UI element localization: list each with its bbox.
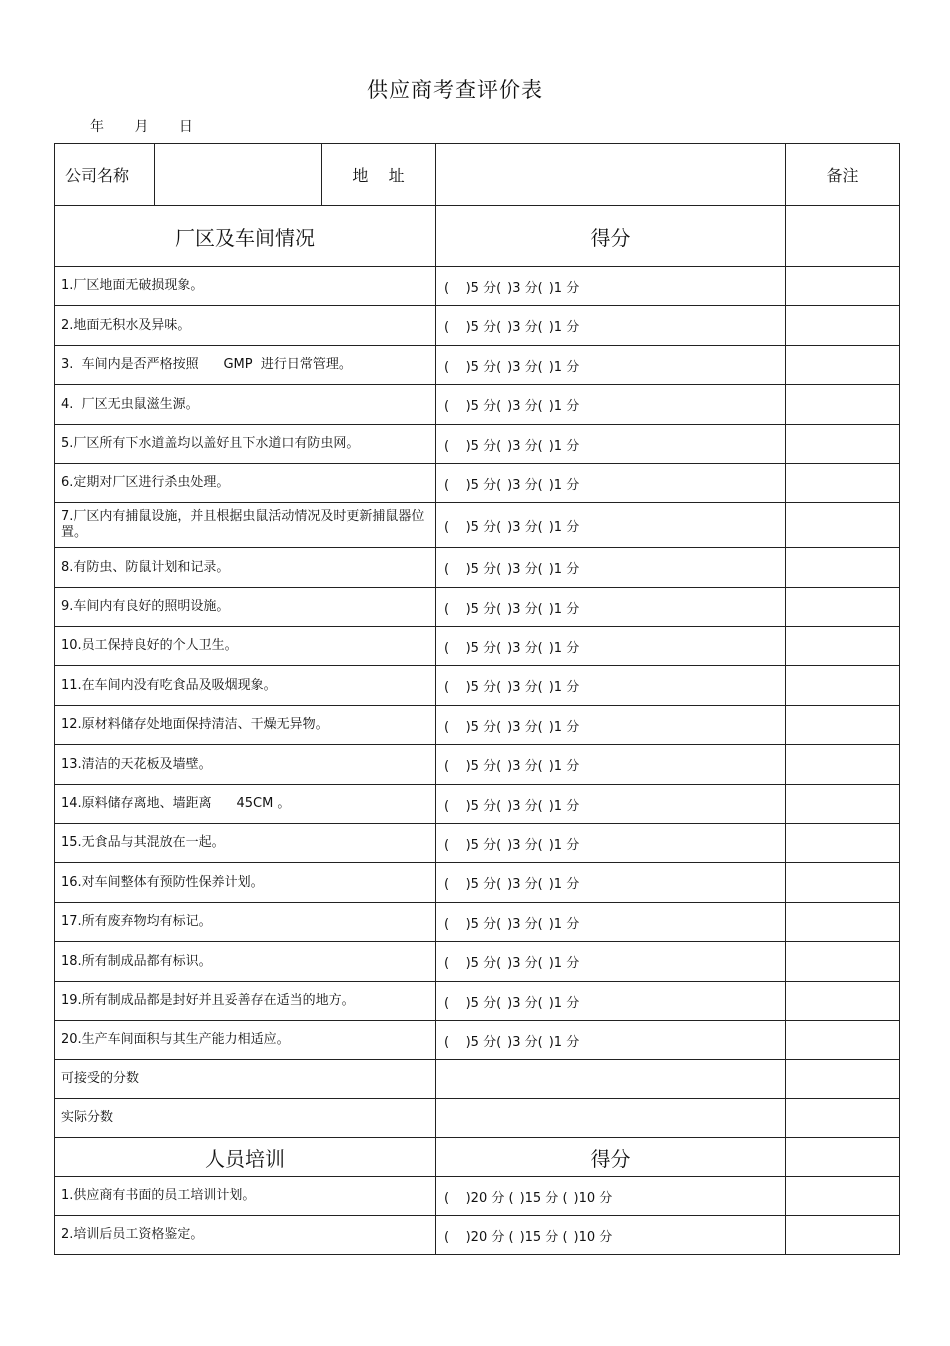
remarks-cell[interactable] [786, 385, 900, 425]
score-options[interactable] [436, 503, 786, 548]
criterion-text: 16.对车间整体有预防性保养计划。 [55, 863, 436, 903]
score-option[interactable]: ( )5 分( [444, 916, 502, 932]
score-option[interactable]: )1 分 [548, 995, 580, 1011]
remarks-label: 备注 [786, 144, 900, 206]
evaluation-table [54, 143, 900, 1255]
actual-score-row [55, 1099, 900, 1138]
score-option[interactable]: )1 分 [548, 1034, 580, 1050]
score-option[interactable]: )3 分( [507, 759, 543, 774]
score-option[interactable]: ( )5 分( [444, 759, 502, 774]
score-option[interactable]: ( )5 分( [444, 719, 502, 735]
criterion-text: 7.厂区内有捕鼠设施，并且根据虫鼠活动情况及时更新捕鼠器位置。 [55, 503, 436, 548]
remarks-cell[interactable] [786, 1021, 900, 1060]
score-options[interactable] [436, 346, 786, 385]
criterion-text: 11.在车间内没有吃食品及吸烟现象。 [55, 666, 436, 706]
remarks-cell[interactable] [786, 425, 900, 464]
score-option[interactable]: ( )5 分( [444, 640, 502, 656]
criterion-text: 8.有防虫、防鼠计划和记录。 [55, 548, 436, 588]
acceptable-score-value[interactable] [436, 1060, 786, 1099]
score-option[interactable]: ( )5 分( [444, 477, 502, 493]
score-option[interactable]: )1 分 [548, 798, 580, 814]
remarks-cell[interactable] [786, 942, 900, 982]
score-options[interactable] [436, 982, 786, 1021]
table-row [55, 863, 900, 903]
score-options[interactable] [436, 863, 786, 903]
score-option[interactable]: )15 分 ( [519, 1229, 568, 1245]
score-option[interactable]: )3 分( [507, 359, 543, 375]
score-options[interactable] [436, 666, 786, 706]
criterion-text: 12.原材料储存处地面保持清洁、干燥无异物。 [55, 706, 436, 745]
score-option[interactable]: ( )5 分( [444, 956, 502, 971]
table-row [55, 425, 900, 464]
score-option[interactable]: ( )5 分( [444, 359, 502, 375]
date-month: 月 [134, 119, 149, 135]
score-options[interactable] [436, 1021, 786, 1060]
score-option[interactable]: )1 分 [548, 877, 580, 892]
table-row [55, 706, 900, 745]
score-option[interactable]: ( )5 分( [444, 601, 502, 617]
score-option[interactable]: ( )5 分( [444, 1034, 502, 1050]
table-row [55, 982, 900, 1021]
table-row [55, 306, 900, 346]
criterion-text: 17.所有废弃物均有标记。 [55, 903, 436, 942]
score-options[interactable] [436, 745, 786, 785]
table-row [55, 745, 900, 785]
score-option[interactable]: ( )5 分( [444, 562, 502, 577]
company-name-value[interactable] [155, 144, 322, 206]
remarks-cell[interactable] [786, 464, 900, 503]
remarks-cell[interactable] [786, 745, 900, 785]
criterion-text: 20.生产车间面积与其生产能力相适应。 [55, 1021, 436, 1060]
score-options[interactable] [436, 627, 786, 666]
score-option[interactable]: )10 分 [573, 1229, 613, 1245]
score-option[interactable]: ( )5 分( [444, 680, 502, 695]
table-row [55, 666, 900, 706]
score-option[interactable]: )1 分 [548, 359, 580, 375]
score-option[interactable]: )1 分 [548, 640, 580, 656]
score-option[interactable]: )3 分( [507, 798, 543, 814]
score-option[interactable]: )3 分( [507, 916, 543, 932]
score-option[interactable]: )3 分( [507, 601, 543, 617]
remarks-cell[interactable] [786, 824, 900, 863]
score-option[interactable]: )3 分( [507, 956, 543, 971]
remarks-cell[interactable] [786, 1099, 900, 1138]
table-row [55, 1216, 900, 1255]
criterion-text: 2.培训后员工资格鉴定。 [55, 1216, 436, 1255]
section1-score-header: 得分 [436, 206, 786, 267]
score-option[interactable]: )3 分( [507, 877, 543, 892]
criterion-text: 1.厂区地面无破损现象。 [55, 267, 436, 306]
score-option[interactable]: )1 分 [548, 320, 580, 335]
criterion-text: 2.地面无积水及异味。 [55, 306, 436, 346]
score-option[interactable]: )3 分( [507, 399, 543, 414]
score-option[interactable]: ( )5 分( [444, 837, 502, 853]
score-options[interactable] [436, 903, 786, 942]
criterion-text: 14.原料储存离地、墙距离 45CM 。 [55, 785, 436, 824]
date-line [90, 116, 193, 136]
section1-header: 厂区及车间情况 [55, 206, 436, 267]
score-option[interactable]: )1 分 [548, 399, 580, 414]
table-row [55, 588, 900, 627]
score-option[interactable]: )3 分( [507, 280, 543, 296]
score-options[interactable] [436, 548, 786, 588]
score-option[interactable]: ( )20 分 ( [444, 1190, 514, 1206]
score-option[interactable]: )3 分( [507, 837, 543, 853]
criterion-text: 3. 车间内是否严格按照 GMP 进行日常管理。 [55, 346, 436, 385]
score-option[interactable]: )3 分( [507, 680, 543, 695]
criterion-text: 15.无食品与其混放在一起。 [55, 824, 436, 863]
table-row [55, 942, 900, 982]
score-option[interactable]: )1 分 [548, 916, 580, 932]
score-option[interactable]: )3 分( [507, 1034, 543, 1050]
actual-score-label: 实际分数 [55, 1099, 436, 1138]
table-row [55, 1177, 900, 1216]
table-row [55, 824, 900, 863]
remarks-cell[interactable] [786, 785, 900, 824]
section2-header-row [55, 1138, 900, 1177]
score-options[interactable] [436, 464, 786, 503]
address-label: 地 址 [322, 144, 436, 206]
section2-remarks-cell [786, 1138, 900, 1177]
criterion-text: 19.所有制成品都是封好并且妥善存在适当的地方。 [55, 982, 436, 1021]
top-row [55, 144, 900, 206]
table-row [55, 267, 900, 306]
date-year: 年 [90, 119, 104, 135]
score-option[interactable]: )15 分 ( [519, 1190, 568, 1206]
acceptable-score-row [55, 1060, 900, 1099]
score-options[interactable] [436, 588, 786, 627]
table-row [55, 785, 900, 824]
remarks-cell[interactable] [786, 1177, 900, 1216]
remarks-cell[interactable] [786, 1060, 900, 1099]
score-options[interactable] [436, 425, 786, 464]
score-option[interactable]: ( )5 分( [444, 995, 502, 1011]
score-option[interactable]: )1 分 [548, 837, 580, 853]
table-row [55, 903, 900, 942]
remarks-cell[interactable] [786, 588, 900, 627]
score-option[interactable]: )3 分( [507, 719, 543, 735]
score-option[interactable]: )3 分( [507, 477, 543, 493]
score-option[interactable]: ( )5 分( [444, 519, 502, 535]
section2-header: 人员培训 [55, 1138, 436, 1177]
table-row [55, 548, 900, 588]
score-option[interactable]: ( )5 分( [444, 280, 502, 296]
score-option[interactable]: )3 分( [507, 320, 543, 335]
score-option[interactable]: )1 分 [548, 477, 580, 493]
table-row [55, 1021, 900, 1060]
criterion-text: 13.清洁的天花板及墙壁。 [55, 745, 436, 785]
address-value[interactable] [436, 144, 786, 206]
table-row [55, 627, 900, 666]
acceptable-score-label: 可接受的分数 [55, 1060, 436, 1099]
remarks-cell[interactable] [786, 548, 900, 588]
company-name-label: 公司名称 [55, 144, 155, 206]
table-row [55, 346, 900, 385]
criterion-text: 10.员工保持良好的个人卫生。 [55, 627, 436, 666]
score-options[interactable] [436, 706, 786, 745]
remarks-cell[interactable] [786, 627, 900, 666]
score-options[interactable] [436, 942, 786, 982]
criterion-text: 18.所有制成品都有标识。 [55, 942, 436, 982]
score-option[interactable]: ( )5 分( [444, 438, 502, 454]
score-option[interactable]: )1 分 [548, 601, 580, 617]
score-option[interactable]: ( )5 分( [444, 877, 502, 892]
section2-score-header: 得分 [436, 1138, 786, 1177]
score-option[interactable]: ( )5 分( [444, 798, 502, 814]
remarks-cell[interactable] [786, 503, 900, 548]
section1-header-row [55, 206, 900, 267]
criterion-text: 1.供应商有书面的员工培训计划。 [55, 1177, 436, 1216]
score-option[interactable]: )1 分 [548, 719, 580, 735]
score-option[interactable]: ( )5 分( [444, 320, 502, 335]
score-option[interactable]: )3 分( [507, 519, 543, 535]
page-title: 供应商考查评价表 [367, 78, 543, 102]
score-options[interactable] [436, 785, 786, 824]
score-options[interactable] [436, 1177, 786, 1216]
score-option[interactable]: ( )20 分 ( [444, 1229, 514, 1245]
remarks-cell[interactable] [786, 982, 900, 1021]
criterion-text: 4. 厂区无虫鼠滋生源。 [55, 385, 436, 425]
criterion-text: 6.定期对厂区进行杀虫处理。 [55, 464, 436, 503]
score-option[interactable]: )3 分( [507, 995, 543, 1011]
remarks-cell[interactable] [786, 706, 900, 745]
remarks-cell[interactable] [786, 666, 900, 706]
criterion-text: 9.车间内有良好的照明设施。 [55, 588, 436, 627]
score-option[interactable]: )10 分 [573, 1190, 613, 1206]
score-option[interactable]: )3 分( [507, 438, 543, 454]
score-option[interactable]: ( )5 分( [444, 399, 502, 414]
score-options[interactable] [436, 1216, 786, 1255]
score-option[interactable]: )1 分 [548, 519, 580, 535]
score-options[interactable] [436, 306, 786, 346]
remarks-cell[interactable] [786, 863, 900, 903]
score-options[interactable] [436, 267, 786, 306]
remarks-cell[interactable] [786, 306, 900, 346]
score-option[interactable]: )1 分 [548, 280, 580, 296]
actual-score-value[interactable] [436, 1099, 786, 1138]
score-option[interactable]: )3 分( [507, 562, 543, 577]
table-row [55, 385, 900, 425]
score-option[interactable]: )1 分 [548, 562, 580, 577]
score-options[interactable] [436, 385, 786, 425]
table-row [55, 464, 900, 503]
criterion-text: 5.厂区所有下水道盖均以盖好且下水道口有防虫网。 [55, 425, 436, 464]
score-option[interactable]: )1 分 [548, 956, 580, 971]
score-option[interactable]: )1 分 [548, 680, 580, 695]
remarks-cell[interactable] [786, 346, 900, 385]
remarks-cell[interactable] [786, 903, 900, 942]
score-option[interactable]: )1 分 [548, 759, 580, 774]
date-day: 日 [178, 119, 193, 135]
score-option[interactable]: )1 分 [548, 438, 580, 454]
score-option[interactable]: )3 分( [507, 640, 543, 656]
remarks-cell[interactable] [786, 267, 900, 306]
score-options[interactable] [436, 824, 786, 863]
section1-remarks-cell [786, 206, 900, 267]
remarks-cell[interactable] [786, 1216, 900, 1255]
table-row [55, 503, 900, 548]
